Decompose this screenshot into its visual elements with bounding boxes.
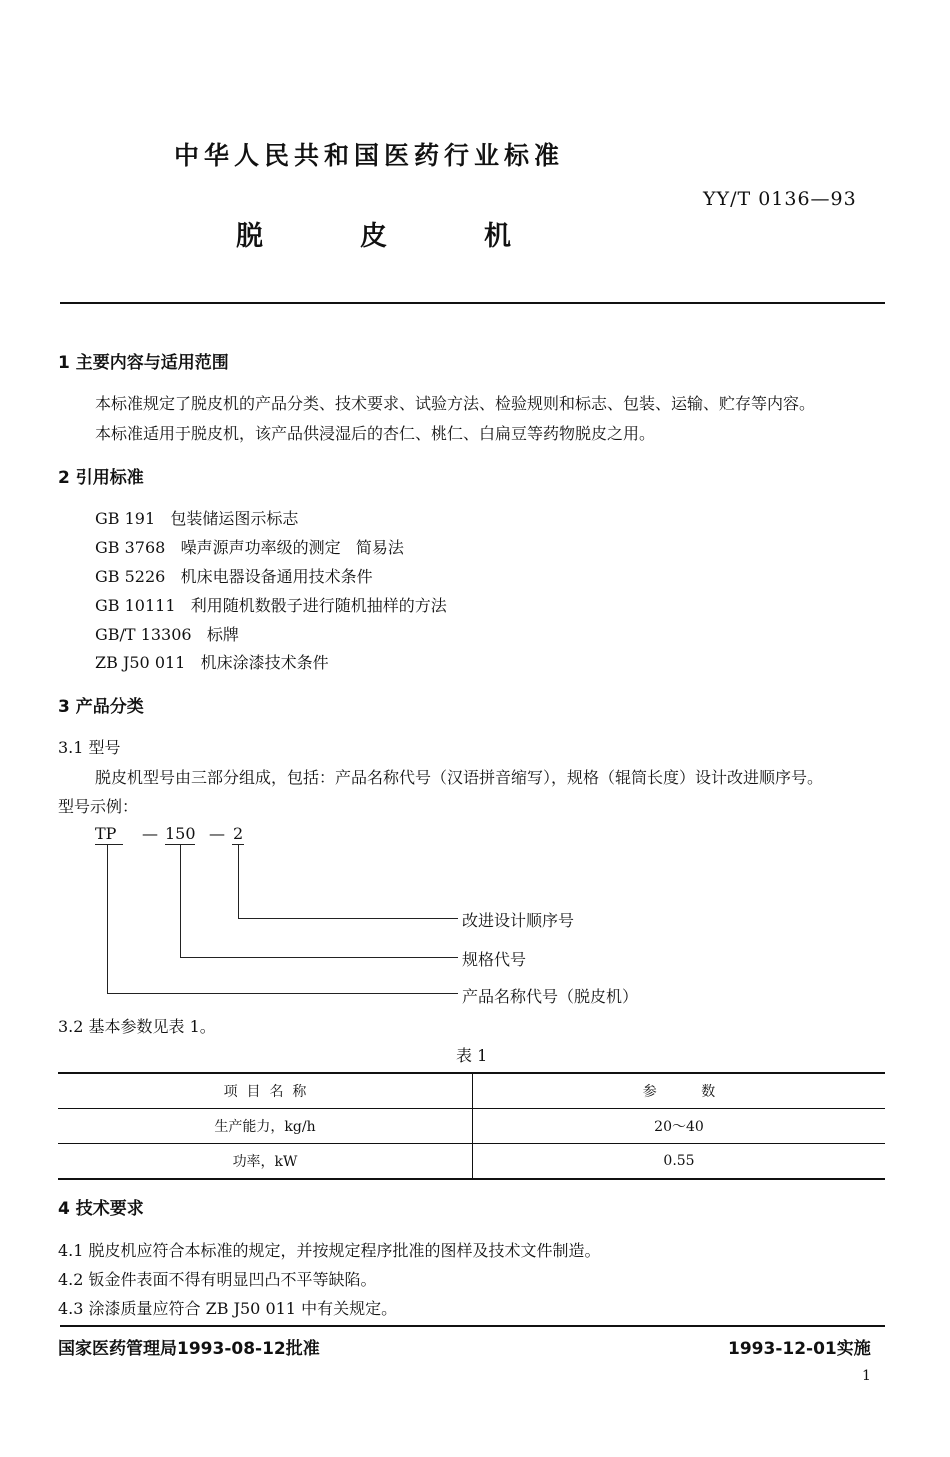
reference-item: GB 10111 利用随机数骰子进行随机抽样的方法 [95,596,447,615]
reference-item: GB 5226 机床电器设备通用技术条件 [95,567,373,586]
section-3-1-text: 脱皮机型号由三部分组成，包括：产品名称代号（汉语拼音缩写），规格（辊筒长度）设计改进顺序号。 [95,768,824,787]
table-caption: 表 1 [456,1046,488,1065]
parameters-table [58,1072,885,1180]
leader-horizontal-2 [180,957,458,958]
requirement-item: 4.2 钣金件表面不得有明显凹凸不平等缺陷。 [58,1270,377,1289]
leader-vertical-1 [107,844,108,994]
footer-divider [60,1325,885,1327]
model-example-label: 型号示例： [58,797,139,816]
table-cell-item: 生产能力，kg/h [58,1109,473,1144]
model-separator-2: — [209,824,225,843]
table-row [58,1144,885,1180]
section-4-heading: 4 技术要求 [58,1199,144,1219]
section-1-paragraph-1: 本标准规定了脱皮机的产品分类、技术要求、试验方法、检验规则和标志、包装、运输、贮存等内容。 [95,394,816,413]
table-cell-value: 20～40 [473,1109,886,1144]
requirement-item: 4.3 涂漆质量应符合 ZB J50 011 中有关规定。 [58,1299,398,1318]
model-part-tp: TP [95,824,117,843]
reference-item: GB 191 包装储运图示标志 [95,509,299,528]
leader-horizontal-3 [238,918,458,919]
requirement-item: 4.1 脱皮机应符合本标准的规定，并按规定程序批准的图样及技术文件制造。 [58,1241,601,1260]
table-header-item-name: 项 目 名 称 [58,1073,473,1109]
section-3-1-heading: 3.1 型号 [58,738,121,757]
leader-vertical-2 [180,844,181,958]
section-2-heading: 2 引用标准 [58,468,144,488]
doc-title-char-1: 脱 [236,221,263,252]
leader-vertical-3 [238,844,239,919]
callout-improvement-sequence: 改进设计顺序号 [462,911,575,930]
doc-title-char-3: 机 [484,221,511,252]
reference-item: ZB J50 011 机床涂漆技术条件 [95,653,329,672]
table-header-row [58,1073,885,1109]
table-cell-item: 功率，kW [58,1144,473,1180]
callout-product-name-code: 产品名称代号（脱皮机） [462,987,639,1006]
header-divider [60,302,885,304]
callout-spec-code: 规格代号 [462,950,527,969]
section-3-heading: 3 产品分类 [58,697,144,717]
reference-item: GB/T 13306 标牌 [95,625,239,644]
page-number: 1 [862,1368,871,1384]
model-part-2: 2 [233,824,244,843]
doc-title-char-2: 皮 [360,221,387,252]
organization-title: 中华人民共和国医药行业标准 [174,141,565,170]
reference-item: GB 3768 噪声源声功率级的测定 简易法 [95,538,404,557]
underline-tp [95,844,123,845]
leader-horizontal-1 [107,993,458,994]
section-1-heading: 1 主要内容与适用范围 [58,353,229,373]
section-1-paragraph-2: 本标准适用于脱皮机，该产品供浸湿后的杏仁、桃仁、白扁豆等药物脱皮之用。 [95,424,656,443]
table-header-parameter: 参 数 [473,1073,886,1109]
implementation-line: 1993-12-01实施 [728,1339,871,1359]
approval-line: 国家医药管理局1993-08-12批准 [58,1339,320,1359]
table-row [58,1109,885,1144]
standard-code: YY/T 0136—93 [703,188,857,210]
section-3-2-text: 3.2 基本参数见表 1。 [58,1017,216,1036]
model-separator-1: — [142,824,158,843]
table-cell-value: 0.55 [473,1144,886,1180]
model-part-150: 150 [165,824,196,843]
